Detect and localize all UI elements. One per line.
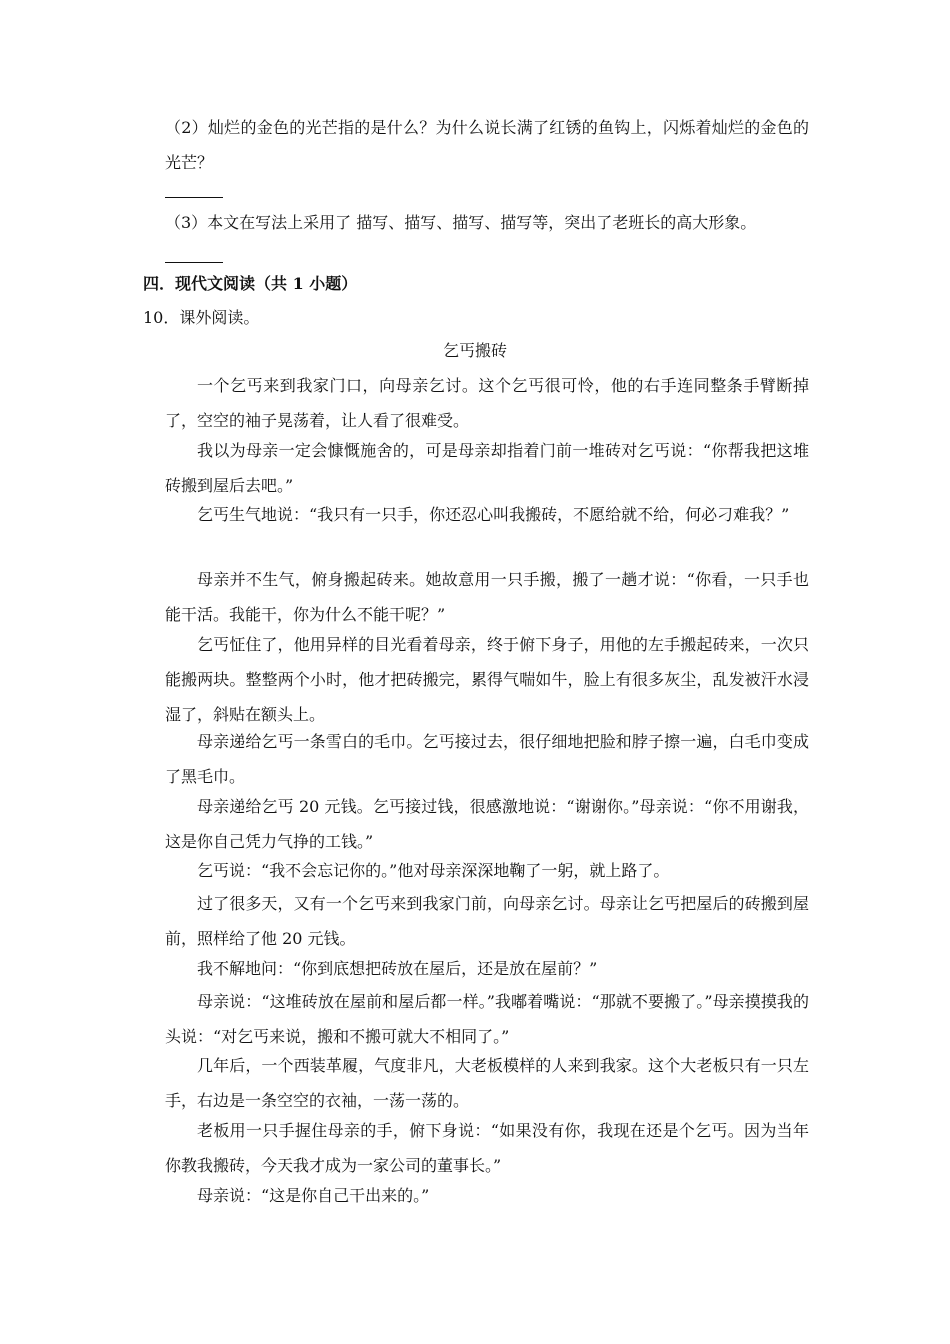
answer-blank-2[interactable] — [165, 197, 223, 198]
passage-paragraph: 母亲说：“这堆砖放在屋前和屋后都一样。”我嘟着嘴说：“那就不要搬了。”母亲摸摸我的头说：“对乞丐来说，搬和不搬可就大不相同了。” — [165, 992, 809, 1046]
section-heading: 四．现代文阅读（共 1 小题） — [143, 274, 358, 293]
question-3: （3）本文在写法上采用了 描写、描写、描写、描写等，突出了老班长的高大形象。 — [165, 213, 757, 232]
passage-paragraph: 几年后，一个西装革履，气度非凡，大老板模样的人来到我家。这个大老板只有一只左手，右边是一条空空的衣袖，一荡一荡的。 — [165, 1056, 809, 1110]
passage-paragraph: 母亲并不生气，俯身搬起砖来。她故意用一只手搬，搬了一趟才说：“你看，一只手也能干活。我能干，你为什么不能干呢？” — [165, 570, 809, 624]
passage-paragraph: 过了很多天，又有一个乞丐来到我家门前，向母亲乞讨。母亲让乞丐把屋后的砖搬到屋前，照样给了他 20 元钱。 — [165, 894, 809, 948]
passage-paragraph: 我不解地问：“你到底想把砖放在屋后，还是放在屋前？” — [197, 959, 598, 978]
answer-blank-3[interactable] — [165, 262, 223, 263]
passage-title: 乞丐搬砖 — [442, 341, 507, 360]
passage-paragraph: 母亲说：“这是你自己干出来的。” — [197, 1186, 430, 1205]
passage-paragraph: 乞丐生气地说：“我只有一只手，你还忍心叫我搬砖，不愿给就不给，何必刁难我？” — [197, 505, 790, 524]
passage-paragraph: 一个乞丐来到我家门口，向母亲乞讨。这个乞丐很可怜，他的右手连同整条手臂断掉了，空空的袖子晃荡着，让人看了很难受。 — [165, 376, 809, 430]
passage-paragraph: 我以为母亲一定会慷慨施舍的，可是母亲却指着门前一堆砖对乞丐说：“你帮我把这堆砖搬到屋后去吧。” — [165, 441, 809, 495]
passage-paragraph: 母亲递给乞丐一条雪白的毛巾。乞丐接过去，很仔细地把脸和脖子擦一遍，白毛巾变成了黑毛巾。 — [165, 732, 809, 786]
passage-paragraph: 老板用一只手握住母亲的手，俯下身说：“如果没有你，我现在还是个乞丐。因为当年你教我搬砖，今天我才成为一家公司的董事长。” — [165, 1121, 809, 1175]
question-2: （2）灿烂的金色的光芒指的是什么？为什么说长满了红锈的鱼钩上，闪烁着灿烂的金色的光芒？ — [165, 118, 809, 172]
passage-paragraph: 乞丐怔住了，他用异样的目光看着母亲，终于俯下身子，用他的左手搬起砖来，一次只能搬两块。整整两个小时，他才把砖搬完，累得气喘如牛，脸上有很多灰尘，乱发被汗水浸湿了，斜贴在额头上。 — [165, 635, 809, 724]
passage-paragraph: 乞丐说：“我不会忘记你的。”他对母亲深深地鞠了一躬，就上路了。 — [197, 861, 670, 880]
passage-paragraph: 母亲递给乞丐 20 元钱。乞丐接过钱，很感激地说：“谢谢你。”母亲说：“你不用谢我，这是你自己凭力气挣的工钱。” — [165, 797, 809, 851]
item-label: 10．课外阅读。 — [143, 308, 260, 327]
